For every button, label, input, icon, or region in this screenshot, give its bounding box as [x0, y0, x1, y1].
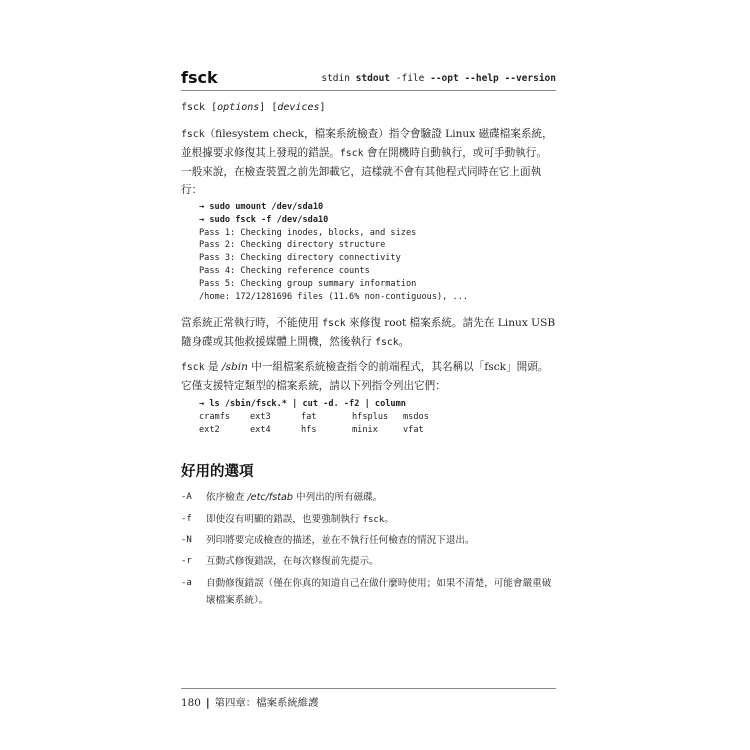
code-line: → sudo umount /dev/sda10 — [199, 202, 324, 212]
page-footer — [181, 694, 319, 709]
code-line: Pass 2: Checking directory structure — [199, 240, 386, 251]
chapter-title: 第四章：檔案系統維護 — [214, 697, 319, 709]
option-desc-post: 中列出的所有磁碟。 — [292, 492, 383, 503]
fsck-types-row — [199, 411, 454, 424]
option-desc-pre: 即使沒有明顯的錯誤，也要強制執行 — [206, 514, 363, 525]
fsck-type: minix — [352, 424, 378, 435]
option-description — [206, 575, 556, 609]
inline-code: fsck — [339, 148, 364, 159]
fsck-type: msdos — [403, 412, 429, 422]
opt-flag: --opt — [430, 73, 459, 84]
fsck-type: cramfs — [199, 412, 231, 422]
option-flag: -f — [181, 514, 192, 524]
option-description — [206, 553, 556, 570]
code-line: Pass 4: Checking reference counts — [199, 265, 370, 276]
io-flags — [321, 73, 556, 84]
fsck-types-row — [199, 424, 454, 437]
code-line: /home: 172/1281696 files (11.6% non-contiguous), ... — [199, 291, 469, 302]
ls-command — [199, 398, 406, 411]
option-description — [206, 511, 556, 529]
option-flag: -r — [181, 556, 192, 566]
ls-command-line: → ls /sbin/fsck.* | cut -d. -f2 | column — [199, 399, 406, 409]
code-line: Pass 1: Checking inodes, blocks, and sizes — [199, 227, 417, 238]
intro-text-2: 會在開機時自動執行，或可手動執行。一般來說，在檢查裝置之前先卸載它，這樣就不會有其他程式同時在它上面執行： — [181, 147, 547, 196]
fsck-type: ext3 — [250, 412, 271, 422]
command-title: fsck — [181, 68, 218, 87]
option-desc-code: fsck — [362, 515, 385, 525]
code-line: Pass 5: Checking group summary information — [199, 278, 417, 289]
usage-line: fsck [options] [devices] — [181, 102, 326, 113]
fsck-type: ext4 — [250, 424, 271, 435]
fsck-type: hfs — [301, 424, 317, 435]
stdin-flag: stdin — [321, 73, 350, 84]
para3-text-1: 是 — [204, 361, 222, 373]
fsck-types-table — [199, 411, 454, 437]
option-desc-pre: 依序檢查 — [206, 492, 248, 503]
option-item — [181, 489, 556, 506]
options-heading: 好用的選項 — [181, 464, 254, 480]
fsck-type: hfsplus — [352, 412, 389, 422]
code-line: → sudo fsck -f /dev/sda10 — [199, 214, 329, 225]
inline-code: fsck — [322, 318, 346, 329]
book-page — [181, 0, 556, 750]
footer-rule — [181, 688, 556, 689]
option-flag: -A — [181, 492, 192, 502]
option-desc-em: /etc/fstab — [247, 492, 293, 503]
version-flag: --version — [504, 73, 556, 84]
footer-separator: | — [205, 697, 210, 709]
command-header — [181, 66, 556, 91]
inline-code: fsck — [375, 337, 399, 348]
usage-cmd: fsck — [181, 102, 206, 113]
option-description — [206, 489, 556, 506]
frontend-paragraph — [181, 358, 556, 395]
para2-text-2: 來修復 root 檔案系統。請先在 Linux USB 隨身碟或其他救援媒體上開機，然後執行 — [181, 317, 556, 348]
option-item — [181, 511, 556, 529]
para2-text-3: 。 — [398, 336, 410, 348]
inline-code: fsck — [181, 362, 205, 373]
fsck-type: ext2 — [199, 424, 220, 435]
code-line: Pass 3: Checking directory connectivity — [199, 253, 401, 264]
option-flag: -N — [181, 535, 192, 545]
code-block-fsck — [199, 201, 468, 303]
para2-text-1: 當系統正常執行時，不能使用 — [181, 317, 323, 329]
option-item — [181, 553, 556, 570]
fsck-type: vfat — [403, 424, 424, 435]
page-number: 180 — [181, 697, 201, 709]
usage-options: options — [217, 102, 260, 113]
inline-code: fsck — [181, 129, 205, 140]
option-desc-pre: 自動修復錯誤（僅在你真的知道自己在做什麼時使用；如果不清楚，可能會嚴重破壞檔案系統）。 — [206, 578, 552, 606]
usage-devices: devices — [277, 102, 320, 113]
file-flag: -file — [395, 73, 425, 84]
root-fs-paragraph — [181, 314, 556, 352]
intro-text-1: （filesystem check，檔案系統檢查）指令會驗證 Linux 磁碟檔案系統，並根據要求修復其上發現的錯誤。 — [181, 128, 553, 159]
fsck-type: fat — [301, 412, 317, 422]
option-item — [181, 575, 556, 609]
inline-path: /sbin — [221, 361, 248, 373]
option-item — [181, 532, 556, 549]
option-desc-pre: 互動式修復錯誤，在每次修復前先提示。 — [206, 556, 379, 567]
para3-text-2: 中一組檔案系統檢查指令的前端程式，其名稱以「fsck」開頭。它僅支援特定類型的檔案系統，請以下列指令列出它們： — [181, 361, 549, 392]
help-flag: --help — [464, 73, 499, 84]
option-flag: -a — [181, 578, 192, 588]
option-desc-pre: 列印將要完成檢查的描述，並在不執行任何檢查的情況下退出。 — [206, 535, 475, 546]
stdout-flag: stdout — [355, 73, 391, 84]
option-desc-post: 。 — [384, 514, 394, 525]
option-description — [206, 532, 556, 549]
intro-paragraph — [181, 125, 556, 199]
